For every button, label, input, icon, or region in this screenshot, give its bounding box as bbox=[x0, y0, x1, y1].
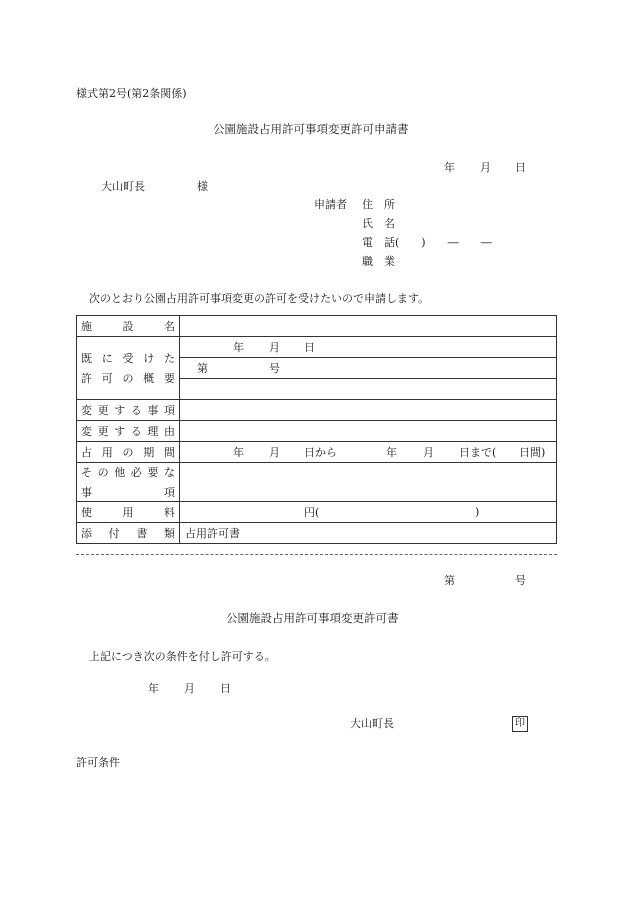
date-year: 年 bbox=[444, 161, 455, 174]
form-number: 様式第2号(第2条関係) bbox=[76, 87, 187, 100]
application-title: 公園施設占用許可事項変更許可申請書 bbox=[213, 122, 409, 136]
occupancy-period-label: 占 用 の 期 間 bbox=[77, 442, 180, 463]
date-day: 日 bbox=[515, 161, 526, 174]
seal-mark: 印 bbox=[512, 716, 528, 732]
permit-issuer: 大山町長 bbox=[350, 717, 394, 730]
prior-permit-date[interactable]: 年 月 日 bbox=[180, 337, 557, 358]
table-row bbox=[77, 502, 557, 523]
table-row bbox=[77, 523, 557, 544]
permit-number-dai: 第 bbox=[444, 574, 455, 587]
facility-name-value[interactable] bbox=[180, 316, 557, 337]
applicant-label: 申請者 bbox=[314, 198, 347, 211]
usage-fee-label: 使 用 料 bbox=[77, 502, 180, 523]
permit-number-go: 号 bbox=[515, 574, 526, 587]
table-row bbox=[77, 316, 557, 337]
applicant-phone-label: 電 話( ) ― ― bbox=[362, 236, 492, 249]
attachments-value[interactable]: 占用許可書 bbox=[180, 523, 557, 544]
prior-permit-number[interactable]: 第 号 bbox=[180, 358, 557, 379]
applicant-name-label: 氏 名 bbox=[362, 217, 395, 230]
table-row bbox=[77, 421, 557, 442]
table-row bbox=[77, 442, 557, 463]
permit-date-day: 日 bbox=[220, 682, 231, 695]
other-items-label: そ の 他 必 要 な 事 項 bbox=[77, 463, 180, 502]
occupancy-period-value[interactable]: 年 月 日から 年 月 日まで( 日間) bbox=[180, 442, 557, 463]
prior-permit-label: 既 に 受 け た 許 可 の 概 要 bbox=[77, 337, 180, 400]
change-items-label: 変 更 す る 事 項 bbox=[77, 400, 180, 421]
permit-title: 公園施設占用許可事項変更許可書 bbox=[226, 611, 399, 625]
addressee-honorific: 様 bbox=[197, 180, 208, 193]
usage-fee-value[interactable]: 円( ) bbox=[180, 502, 557, 523]
change-items-value[interactable] bbox=[180, 400, 557, 421]
permit-date-month: 月 bbox=[184, 682, 195, 695]
other-items-value[interactable] bbox=[180, 463, 557, 502]
table-row bbox=[77, 337, 557, 358]
change-reason-label: 変 更 す る 理 由 bbox=[77, 421, 180, 442]
applicant-occupation-label: 職 業 bbox=[362, 255, 395, 268]
permit-statement: 上記につき次の条件を付し許可する。 bbox=[89, 650, 276, 663]
date-month: 月 bbox=[480, 161, 491, 174]
permit-conditions-label: 許可条件 bbox=[76, 756, 120, 769]
change-reason-value[interactable] bbox=[180, 421, 557, 442]
intro-statement: 次のとおり公園占用許可事項変更の許可を受けたいので申請します。 bbox=[89, 292, 430, 305]
facility-name-label: 施 設 名 bbox=[77, 316, 180, 337]
table-row bbox=[77, 400, 557, 421]
application-table bbox=[76, 315, 557, 544]
addressee-name: 大山町長 bbox=[101, 180, 145, 193]
cut-line-divider bbox=[76, 554, 557, 555]
permit-date-year: 年 bbox=[148, 682, 159, 695]
prior-permit-extra[interactable] bbox=[180, 379, 557, 400]
table-row bbox=[77, 463, 557, 502]
applicant-address-label: 住 所 bbox=[362, 198, 395, 211]
attachments-label: 添 付 書 類 bbox=[77, 523, 180, 544]
